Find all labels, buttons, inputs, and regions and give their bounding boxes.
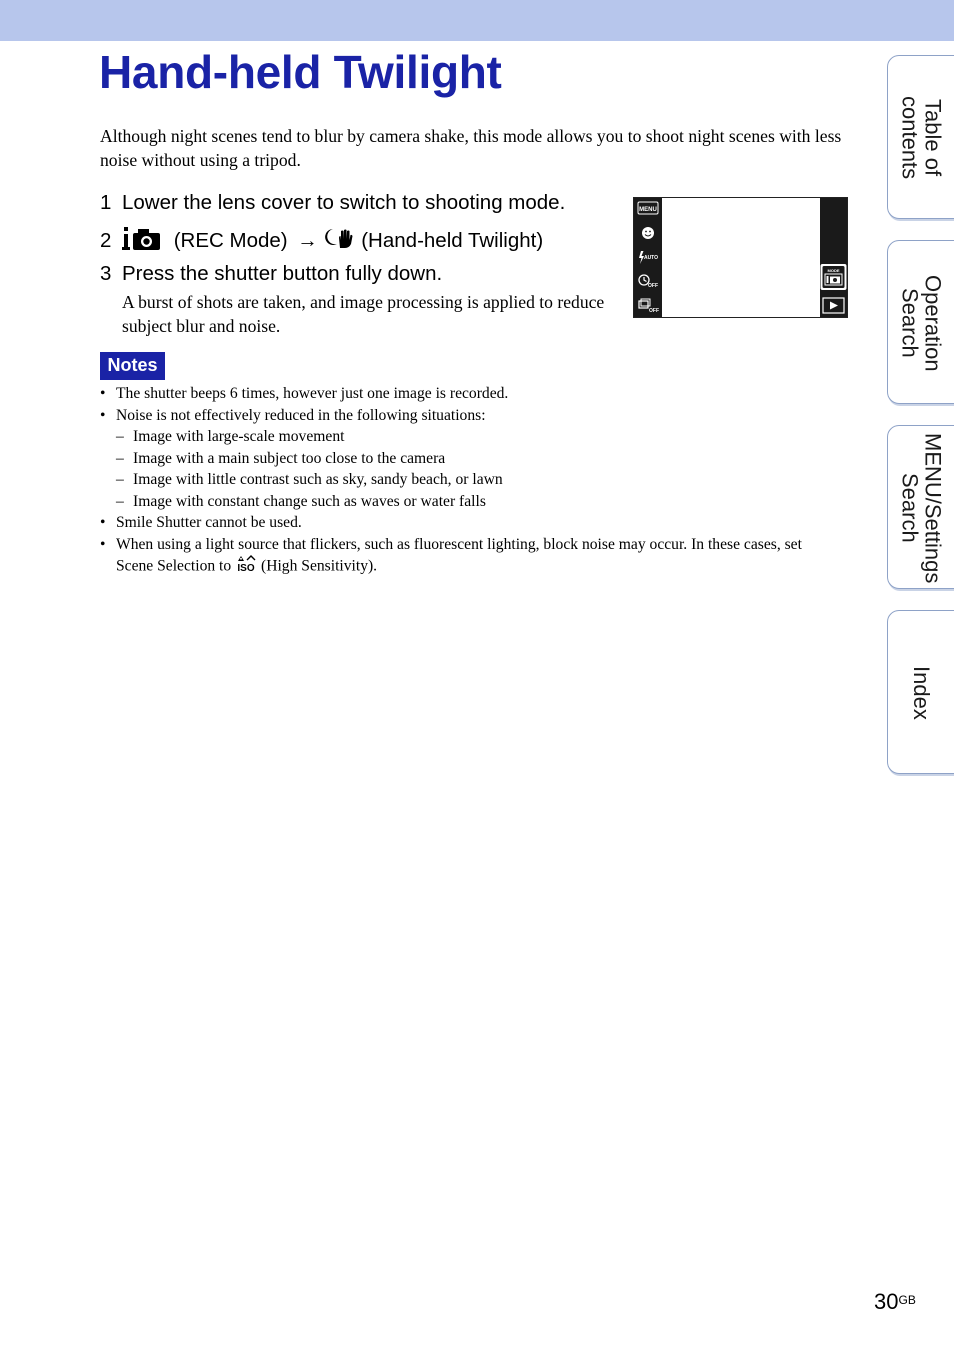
step-1	[100, 190, 565, 216]
screen-mode-label: MODE	[827, 268, 840, 273]
tab-label: Table of contents	[897, 96, 946, 180]
step-text: Lower the lens cover to switch to shooting mode.	[122, 191, 566, 214]
note-item: • When using a light source that flickers, such as fluorescent lighting, block noise may occur. In these cases, set Scene Selection to ISO (High Sensitivity).	[100, 534, 840, 579]
dash: –	[116, 492, 124, 510]
rec-mode-label: (REC Mode)	[173, 228, 288, 252]
dash: –	[116, 471, 124, 488]
svg-text:ISO: ISO	[237, 563, 255, 572]
step-number: 2	[100, 228, 112, 252]
tab-label: Operation Search	[897, 274, 946, 372]
screen-right-bar	[820, 198, 847, 317]
page-title: Hand-held Twilight	[99, 46, 502, 98]
page-suffix: GB	[898, 1293, 916, 1307]
note-sub-item: – Image with little contrast such as sky, sandy beach, or lawn	[116, 469, 840, 491]
tab-operation-search[interactable]	[887, 240, 954, 404]
screen-left-bar	[634, 198, 662, 317]
step-3	[100, 261, 442, 287]
arrow-glyph: →	[297, 228, 318, 252]
bullet: •	[100, 406, 106, 424]
note-item: • Smile Shutter cannot be used.	[100, 512, 840, 534]
burst-off-label: OFF	[649, 308, 659, 314]
bullet: •	[100, 385, 106, 402]
note-sub-item: – Image with a main subject too close to the camera	[116, 448, 840, 470]
camera-screen-illustration	[633, 197, 848, 318]
tab-index[interactable]	[887, 610, 954, 774]
step-3-description: A burst of shots are taken, and image processing is applied to reduce subject blur and noise.	[122, 292, 605, 336]
header-band	[0, 0, 954, 41]
tab-menu-settings-search[interactable]	[887, 425, 954, 589]
step-text: Press the shutter button fully down.	[122, 262, 443, 285]
rec-mode-icon	[821, 264, 847, 290]
tab-table-of-contents[interactable]	[887, 55, 954, 219]
intro-paragraph: Although night scenes tend to blur by camera shake, this mode allows you to shoot night scenes with less noise without using a tripod.	[100, 126, 842, 170]
step-2	[100, 225, 543, 258]
note-sub-list	[116, 426, 840, 512]
self-timer-off-label: OFF	[648, 283, 658, 289]
dash: –	[116, 449, 124, 467]
note-sub-item: – Image with large-scale movement	[116, 426, 840, 448]
step-number: 1	[100, 191, 112, 214]
tab-label: MENU/Settings Search	[897, 432, 946, 584]
flash-auto-label: AUTO	[643, 255, 659, 261]
note-item: • The shutter beeps 6 times, however just one image is recorded.	[100, 383, 840, 405]
mode-label: (Hand-held Twilight)	[361, 228, 544, 252]
step-number: 3	[100, 262, 112, 285]
note-item: • Noise is not effectively reduced in the following situations: – Image with large-scale movement – Image with a main subject too close to the camera – Image with little contrast such as sky, sandy beach, or lawn – Image with constant change such as waves or water falls	[100, 405, 840, 513]
bullet: •	[100, 535, 106, 553]
notes-list	[100, 383, 840, 579]
bullet: •	[100, 514, 106, 531]
tab-label: Index	[909, 666, 934, 720]
dash: –	[116, 428, 124, 445]
burst-off-icon	[639, 299, 659, 314]
menu-icon	[638, 202, 658, 214]
high-sensitivity-iso-icon	[235, 555, 257, 579]
playback-icon	[823, 298, 844, 313]
menu-label: MENU	[639, 207, 657, 213]
hand-held-twilight-icon	[324, 226, 356, 257]
rec-mode-icon	[122, 225, 162, 258]
note-sub-item: – Image with constant change such as waves or water falls	[116, 491, 840, 513]
page-number: $30^{GB}$	[874, 1289, 916, 1314]
notes-badge: Notes	[100, 352, 165, 380]
smile-icon	[642, 227, 654, 239]
flash-auto-icon	[639, 251, 658, 264]
self-timer-off-icon	[639, 275, 658, 289]
